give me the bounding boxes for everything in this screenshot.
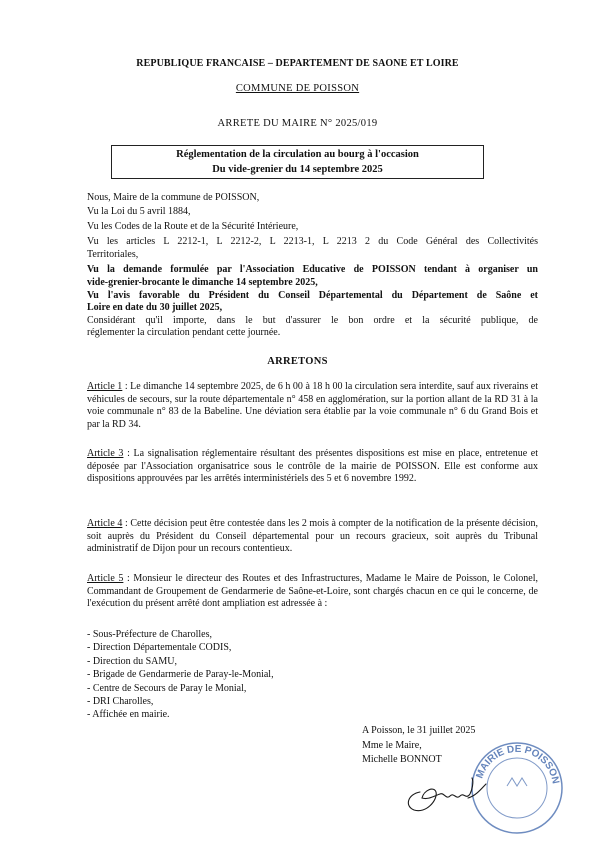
article-text: : Monsieur le directeur des Routes et des Infrastructures, Madame le Maire de Poisson, le Colonel, Commandant de Groupement de Gendarmerie de Saône-et-Loire, sont chargés chacun en ce qui le concerne, de l'exécution du présent arrêté dont ampliation est adressée à :	[87, 573, 538, 609]
article-text: : La signalisation réglementaire résultant des présentes dispositions est mise en place, entretenue et déposée par l'Association organisatrice sous le contrôle de la mairie de POISSON. Elle est conforme aux dispositions approuvées par les arrêtés interministériels des 5 et 6 novembre 1992.	[87, 448, 538, 484]
stamp-text: MAIRIE DE POISSON	[474, 743, 561, 785]
title-line-2: Du vide-grenier du 14 septembre 2025	[212, 164, 383, 175]
preamble-line: Territoriales,	[87, 249, 139, 260]
preamble-line-bold: vide-grenier-brocante le dimanche 14 septembre 2025,	[87, 277, 318, 288]
preamble-line: Vu la Loi du 5 avril 1884,	[87, 206, 191, 217]
header-arrete-number: ARRETE DU MAIRE N° 2025/019	[217, 118, 378, 129]
signature-name: Michelle BONNOT	[362, 754, 442, 765]
recipient-item: - Sous-Préfecture de Charolles,	[87, 629, 212, 640]
preamble-line: Considérant qu'il importe, dans le but d'assurer le bon ordre et la sécurité publique, de	[87, 315, 538, 326]
header-commune: COMMUNE DE POISSON	[235, 83, 360, 94]
preamble-line-bold: Loire en date du 30 juillet 2025,	[87, 302, 223, 313]
preamble-line-bold: Vu l'avis favorable du Président du Conseil Départemental du Département de Saône et	[87, 290, 538, 301]
preamble-line: réglementer la circulation pendant cette journée.	[87, 327, 281, 338]
article-1	[87, 381, 538, 431]
signature-block	[362, 724, 475, 768]
recipient-item: - Affichée en mairie.	[87, 709, 170, 721]
article-label: Article 3	[87, 448, 124, 459]
title-box	[111, 145, 484, 179]
recipient-item: - Centre de Secours de Paray le Monial,	[87, 682, 247, 694]
article-label: Article 5	[87, 573, 124, 584]
article-3	[87, 448, 538, 486]
recipient-item: - DRI Charolles,	[87, 696, 154, 708]
article-5	[87, 573, 538, 611]
recipient-item: - Brigade de Gendarmerie de Paray-le-Monial,	[87, 669, 274, 681]
article-label: Article 1	[87, 381, 123, 392]
title-line-1: Réglementation de la circulation au bourg à l'occasion	[176, 149, 419, 160]
preamble-line: Vu les articles L 2212-1, L 2212-2, L 2213-1, L 2213 2 du Code Général des Collectivités	[87, 236, 538, 247]
article-text: : Cette décision peut être contestée dans les 2 mois à compter de la notification de la présente décision, soit auprès du Président du Conseil départemental pour un recours gracieux, soit auprès du Tribunal administratif de Dijon pour un recours contentieux.	[87, 518, 539, 554]
recipients-list	[87, 628, 387, 722]
recipient-item: - Direction du SAMU,	[87, 655, 177, 667]
header-republic: REPUBLIQUE FRANCAISE – DEPARTEMENT DE SAONE ET LOIRE	[136, 58, 459, 69]
article-text: : Le dimanche 14 septembre 2025, de 6 h 00 à 18 h 00 la circulation sera interdite, sauf aux riverains et véhicules de secours, sur la route départementale n° 458 en agglomération, sur la portion allant de la RD 31 à la voie communale n° 83 de la Babeline. Une déviation sera établie par la voie communale n° 6 du Grand Bois et par la RD 34.	[87, 381, 538, 430]
signature-place-date: A Poisson, le 31 juillet 2025	[362, 725, 476, 736]
preamble-line: Vu les Codes de la Route et de la Sécurité Intérieure,	[87, 221, 299, 232]
signature-role: Mme le Maire,	[362, 739, 422, 751]
arretons-heading: ARRETONS	[267, 356, 328, 367]
handwritten-signature	[398, 770, 488, 820]
article-label: Article 4	[87, 518, 123, 529]
article-4	[87, 518, 538, 556]
preamble-line-bold: Vu la demande formulée par l'Association Educative de POISSON tendant à organiser un	[87, 264, 538, 275]
preamble-line: Nous, Maire de la commune de POISSON,	[87, 192, 260, 203]
recipient-item: - Direction Départementale CODIS,	[87, 642, 232, 654]
